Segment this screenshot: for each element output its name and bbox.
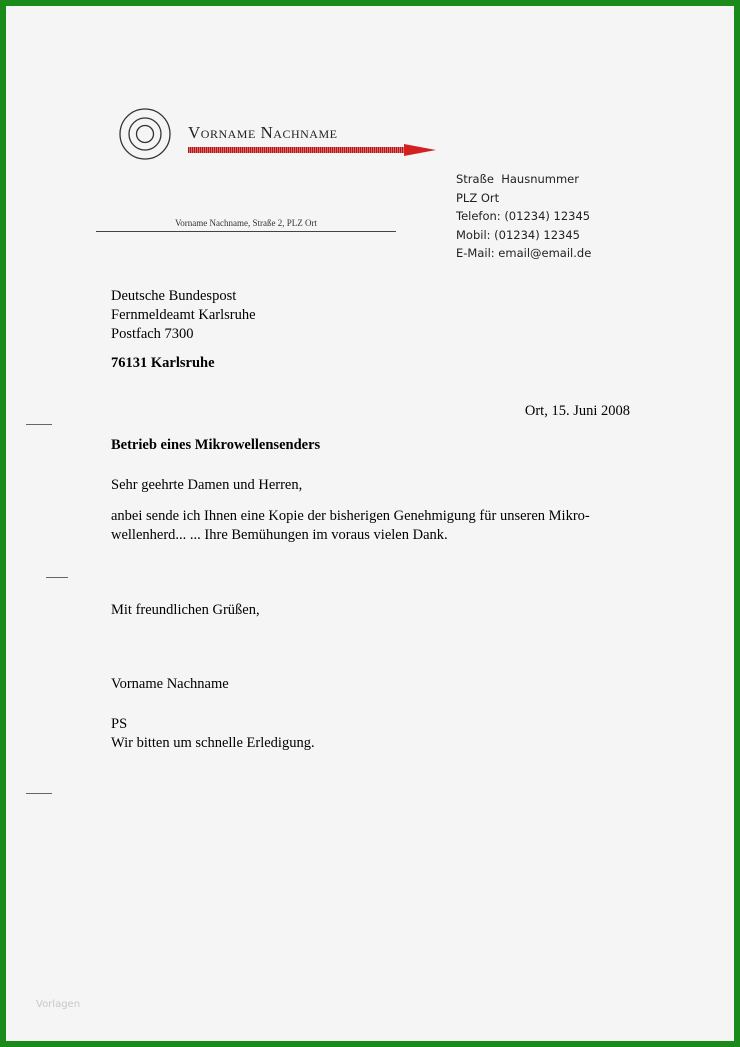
body-line-1: anbei sende ich Ihnen eine Kopie der bisherigen Genehmigung für unseren Mikro- [111,508,590,524]
letter-subject: Betrieb eines Mikrowellensenders [111,437,321,453]
sender-contact-block [456,170,591,263]
sender-name-heading: Vorname Nachname [188,123,338,142]
recipient-line-3: Postfach 7300 [111,326,194,342]
red-arrow-icon [186,144,436,156]
salutation: Sehr geehrte Damen und Herren, [111,477,303,493]
letter-body [111,507,631,545]
postscript [111,715,315,753]
ps-label: PS [111,716,128,732]
sender-email: E-Mail: email@email.de [456,246,592,260]
sender-mobile: Mobil: (01234) 12345 [456,227,580,242]
recipient-city: 76131 Karlsruhe [111,355,215,371]
punch-mark [46,577,68,578]
sender-phone: Telefon: (01234) 12345 [456,209,591,223]
sender-city: PLZ Ort [456,190,500,205]
sender-street: Straße Hausnummer [456,172,579,186]
watermark: Vorlagen [36,999,81,1010]
fold-mark-bottom [26,793,52,794]
letter-page [6,6,734,1041]
recipient-line-2: Fernmeldeamt Karlsruhe [111,307,256,323]
closing: Mit freundlichen Grüßen, [111,602,260,618]
body-line-2: wellenherd... ... Ihre Bemühungen im voraus vielen Dank. [111,527,448,543]
recipient-address [111,287,256,344]
letter-date: Ort, 15. Juni 2008 [524,403,630,419]
ps-text: Wir bitten um schnelle Erledigung. [111,735,315,751]
signature-name: Vorname Nachname [111,676,229,692]
fold-mark-top [26,424,52,425]
recipient-line-1: Deutsche Bundespost [111,288,237,304]
return-address-line: Vorname Nachname, Straße 2, PLZ Ort [96,218,396,232]
concentric-circles-icon [118,107,172,161]
